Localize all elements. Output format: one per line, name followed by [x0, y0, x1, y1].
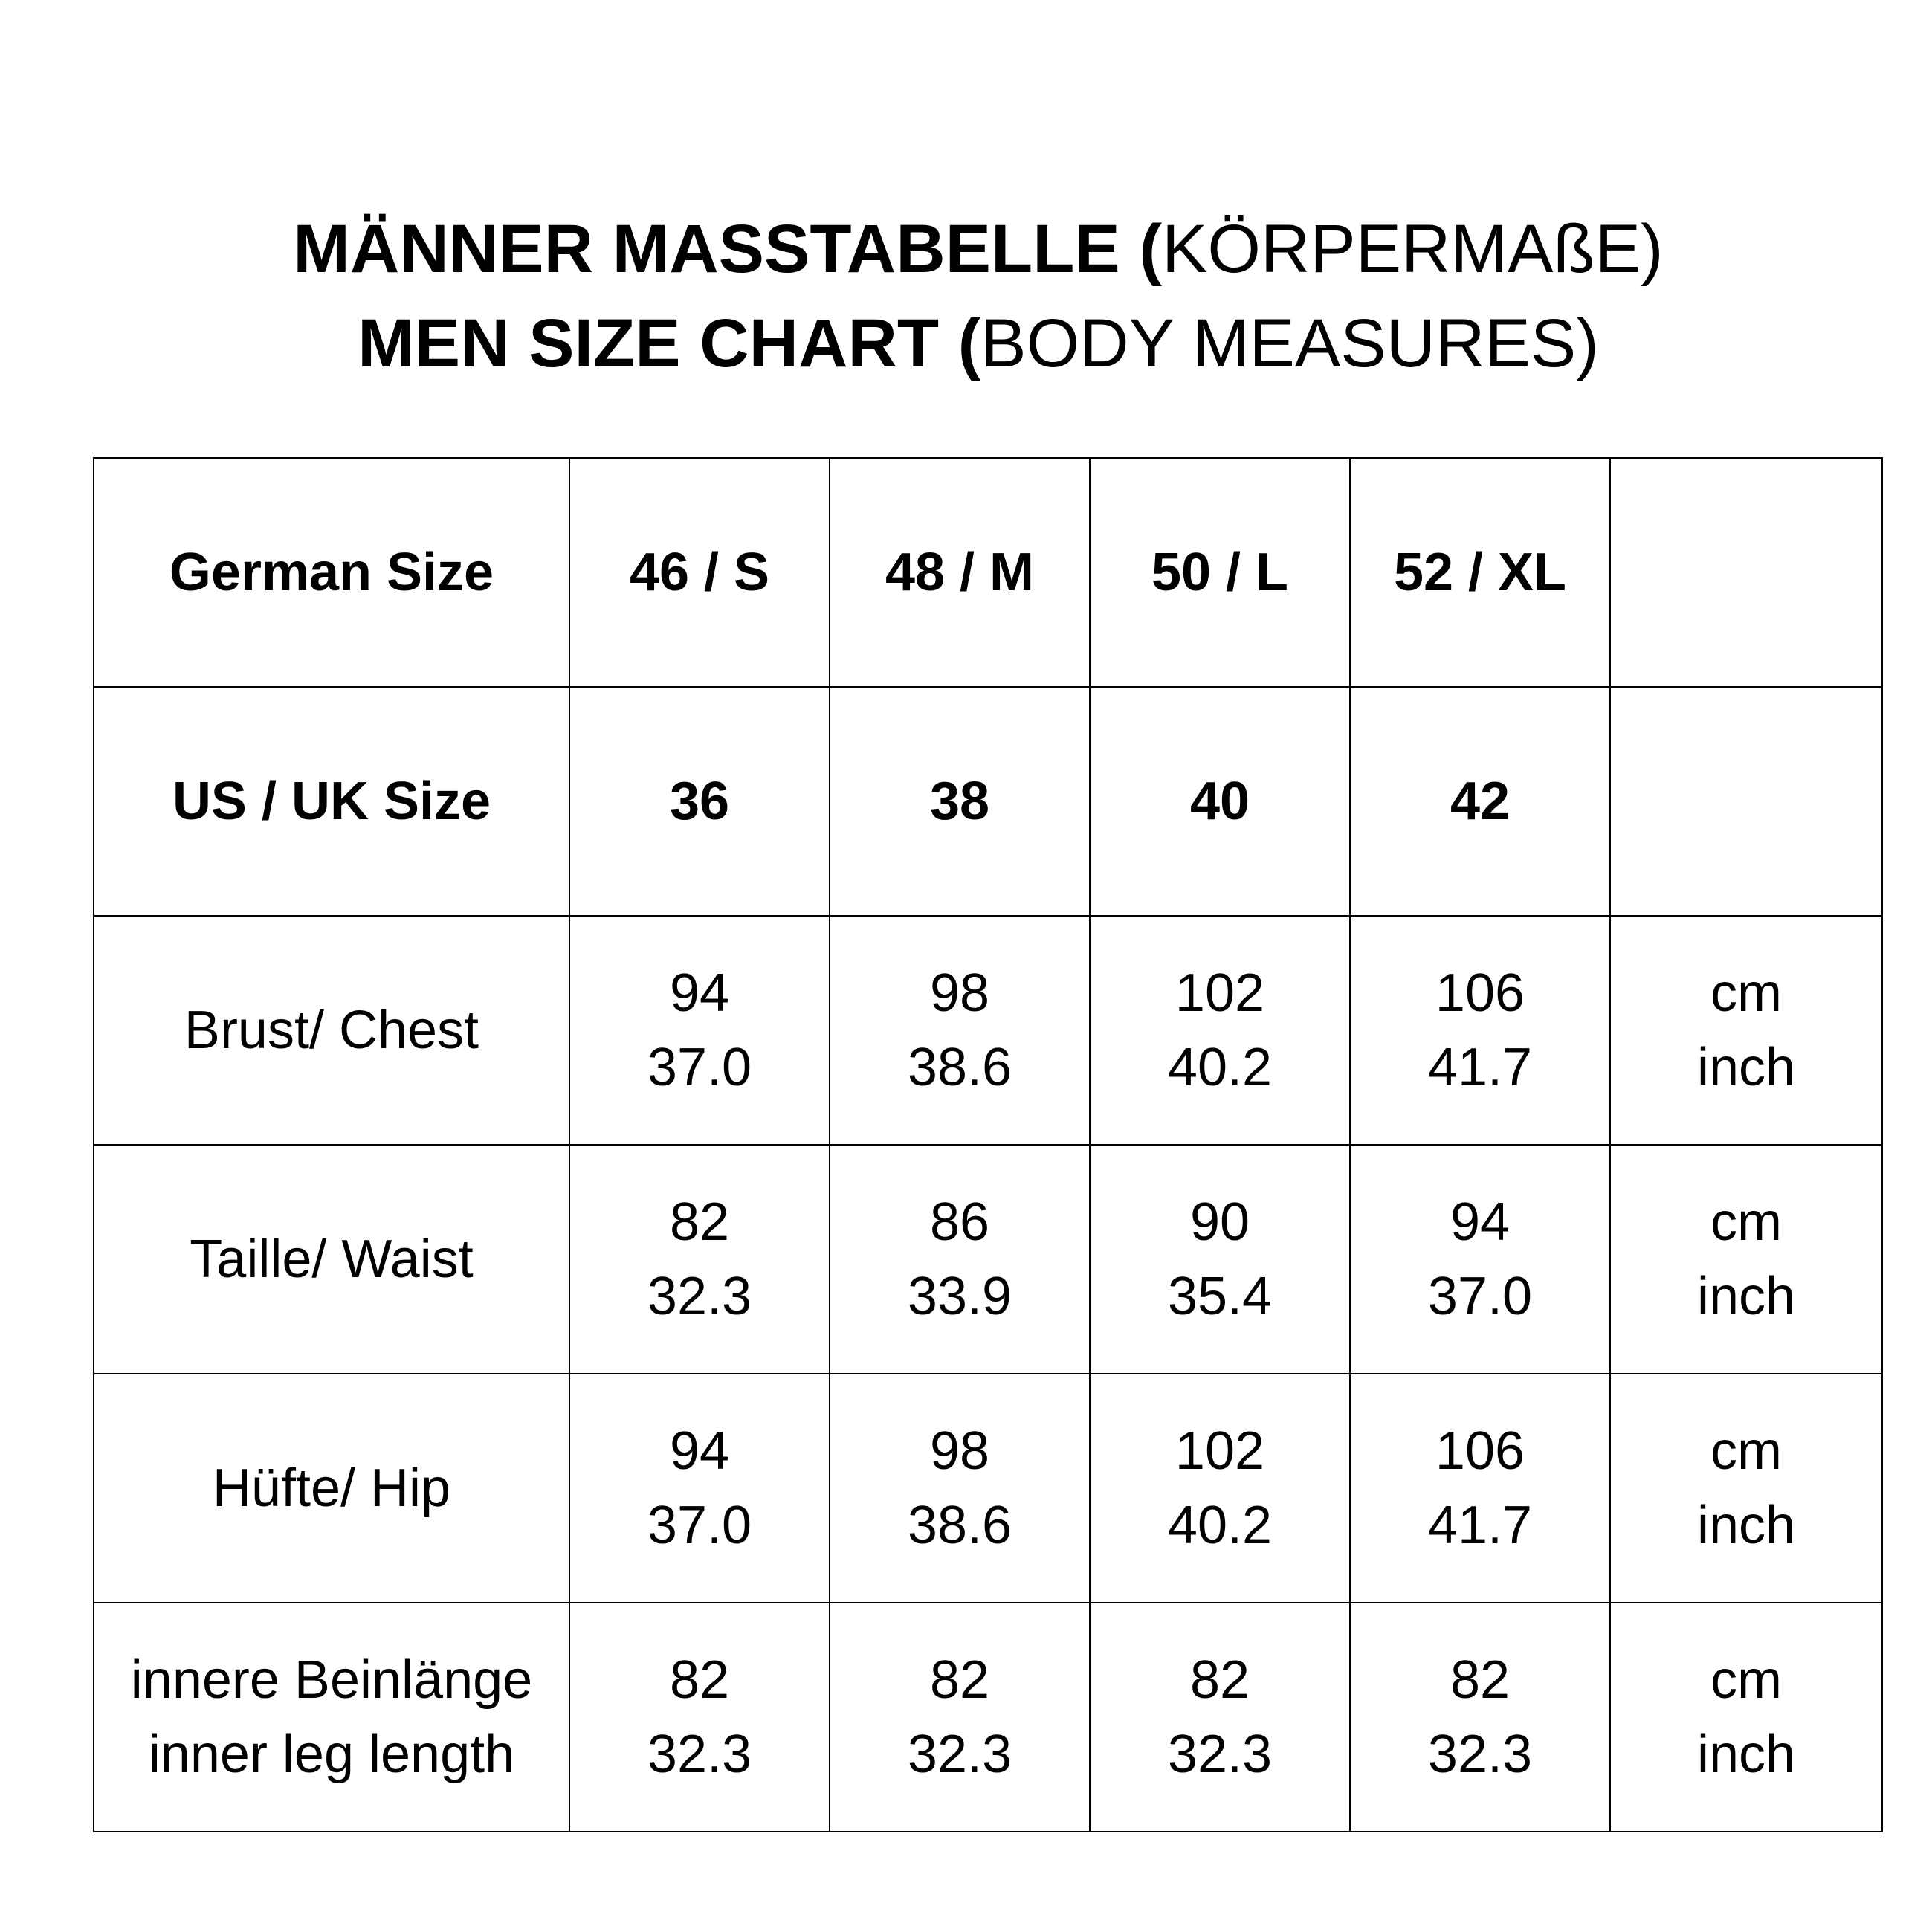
german-size-value: 52 / XL: [1350, 458, 1610, 687]
unit-cell: [1610, 916, 1882, 1145]
measure-label-inner-leg: [94, 1603, 569, 1832]
unit-cm: cm: [1710, 1650, 1782, 1710]
measure-cell: [569, 916, 830, 1145]
measure-cell: [1090, 1374, 1350, 1603]
cm-value: 106: [1435, 963, 1525, 1023]
empty-unit-cell: [1610, 458, 1882, 687]
us-uk-size-value: 40: [1090, 687, 1350, 916]
measure-label-hip: [94, 1374, 569, 1603]
inch-value: 37.0: [647, 1496, 752, 1555]
title-english-normal: BODY MEASURES): [980, 306, 1599, 381]
row-inner-leg-length: [94, 1603, 1882, 1832]
unit-inch: inch: [1696, 1038, 1796, 1097]
cm-value: 94: [669, 1421, 730, 1481]
measure-cell: [1090, 916, 1350, 1145]
us-uk-size-value: 38: [830, 687, 1090, 916]
measure-label-chest: [94, 916, 569, 1145]
unit-cm: cm: [1710, 963, 1782, 1023]
measure-cell: [569, 1145, 830, 1374]
measure-cell: [1090, 1145, 1350, 1374]
cm-value: 82: [1189, 1650, 1250, 1710]
inch-value: 38.6: [907, 1038, 1012, 1097]
measure-label-line: Hüfte/ Hip: [212, 1458, 451, 1518]
measure-cell: [1090, 1603, 1350, 1832]
inch-value: 38.6: [907, 1496, 1012, 1555]
cm-value: 106: [1435, 1421, 1525, 1481]
german-size-value: 48 / M: [830, 458, 1090, 687]
cm-value: 98: [929, 963, 990, 1023]
inch-value: 32.3: [647, 1725, 752, 1784]
inch-value: 37.0: [1427, 1267, 1533, 1326]
cm-value: 82: [1450, 1650, 1511, 1710]
measure-label-line: innere Beinlänge: [130, 1650, 533, 1710]
german-size-value: 50 / L: [1090, 458, 1350, 687]
unit-cell: [1610, 1603, 1882, 1832]
cm-value: 86: [929, 1192, 990, 1252]
inch-value: 32.3: [1167, 1725, 1273, 1784]
measure-label-line: Taille/ Waist: [190, 1230, 474, 1289]
cm-value: 94: [669, 963, 730, 1023]
inch-value: 41.7: [1427, 1496, 1533, 1555]
unit-inch: inch: [1696, 1725, 1796, 1784]
measure-cell: [1350, 1374, 1610, 1603]
german-size-label: German Size: [94, 458, 569, 687]
measure-label-waist: [94, 1145, 569, 1374]
measure-cell: [830, 916, 1090, 1145]
empty-unit-cell: [1610, 687, 1882, 916]
unit-cell: [1610, 1374, 1882, 1603]
title-english-bold: MEN SIZE CHART (: [358, 306, 981, 381]
inch-value: 32.3: [907, 1725, 1012, 1784]
chart-title: [0, 202, 1932, 391]
measure-cell: [830, 1603, 1090, 1832]
measure-cell: [1350, 916, 1610, 1145]
us-uk-size-value: 36: [569, 687, 830, 916]
title-german-normal: KÖRPERMAßE): [1161, 211, 1664, 287]
unit-cm: cm: [1710, 1192, 1782, 1252]
measure-cell: [1350, 1603, 1610, 1832]
inch-value: 32.3: [647, 1267, 752, 1326]
measure-cell: [569, 1603, 830, 1832]
german-size-value: 46 / S: [569, 458, 830, 687]
us-uk-size-label: US / UK Size: [94, 687, 569, 916]
size-chart-table: [93, 457, 1883, 1832]
unit-inch: inch: [1696, 1496, 1796, 1555]
inch-value: 40.2: [1167, 1038, 1273, 1097]
cm-value: 98: [929, 1421, 990, 1481]
measure-label-line: inner leg length: [148, 1725, 515, 1784]
measure-label-line: Brust/ Chest: [184, 1001, 479, 1060]
row-hip: [94, 1374, 1882, 1603]
inch-value: 37.0: [647, 1038, 752, 1097]
title-line-german: [0, 202, 1932, 297]
cm-value: 82: [669, 1192, 730, 1252]
inch-value: 32.3: [1427, 1725, 1533, 1784]
measure-cell: [569, 1374, 830, 1603]
title-line-english: [0, 297, 1932, 391]
cm-value: 94: [1450, 1192, 1511, 1252]
cm-value: 82: [929, 1650, 990, 1710]
cm-value: 102: [1175, 1421, 1265, 1481]
inch-value: 35.4: [1167, 1267, 1273, 1326]
measure-cell: [830, 1374, 1090, 1603]
row-chest: [94, 916, 1882, 1145]
cm-value: 90: [1189, 1192, 1250, 1252]
unit-inch: inch: [1696, 1267, 1796, 1326]
measure-cell: [1350, 1145, 1610, 1374]
unit-cell: [1610, 1145, 1882, 1374]
unit-cm: cm: [1710, 1421, 1782, 1481]
inch-value: 41.7: [1427, 1038, 1533, 1097]
row-waist: [94, 1145, 1882, 1374]
inch-value: 33.9: [907, 1267, 1012, 1326]
measure-cell: [830, 1145, 1090, 1374]
inch-value: 40.2: [1167, 1496, 1273, 1555]
row-german-size: [94, 458, 1882, 687]
title-german-bold: MÄNNER MASSTABELLE (: [293, 211, 1162, 287]
cm-value: 82: [669, 1650, 730, 1710]
row-us-uk-size: [94, 687, 1882, 916]
cm-value: 102: [1175, 963, 1265, 1023]
us-uk-size-value: 42: [1350, 687, 1610, 916]
